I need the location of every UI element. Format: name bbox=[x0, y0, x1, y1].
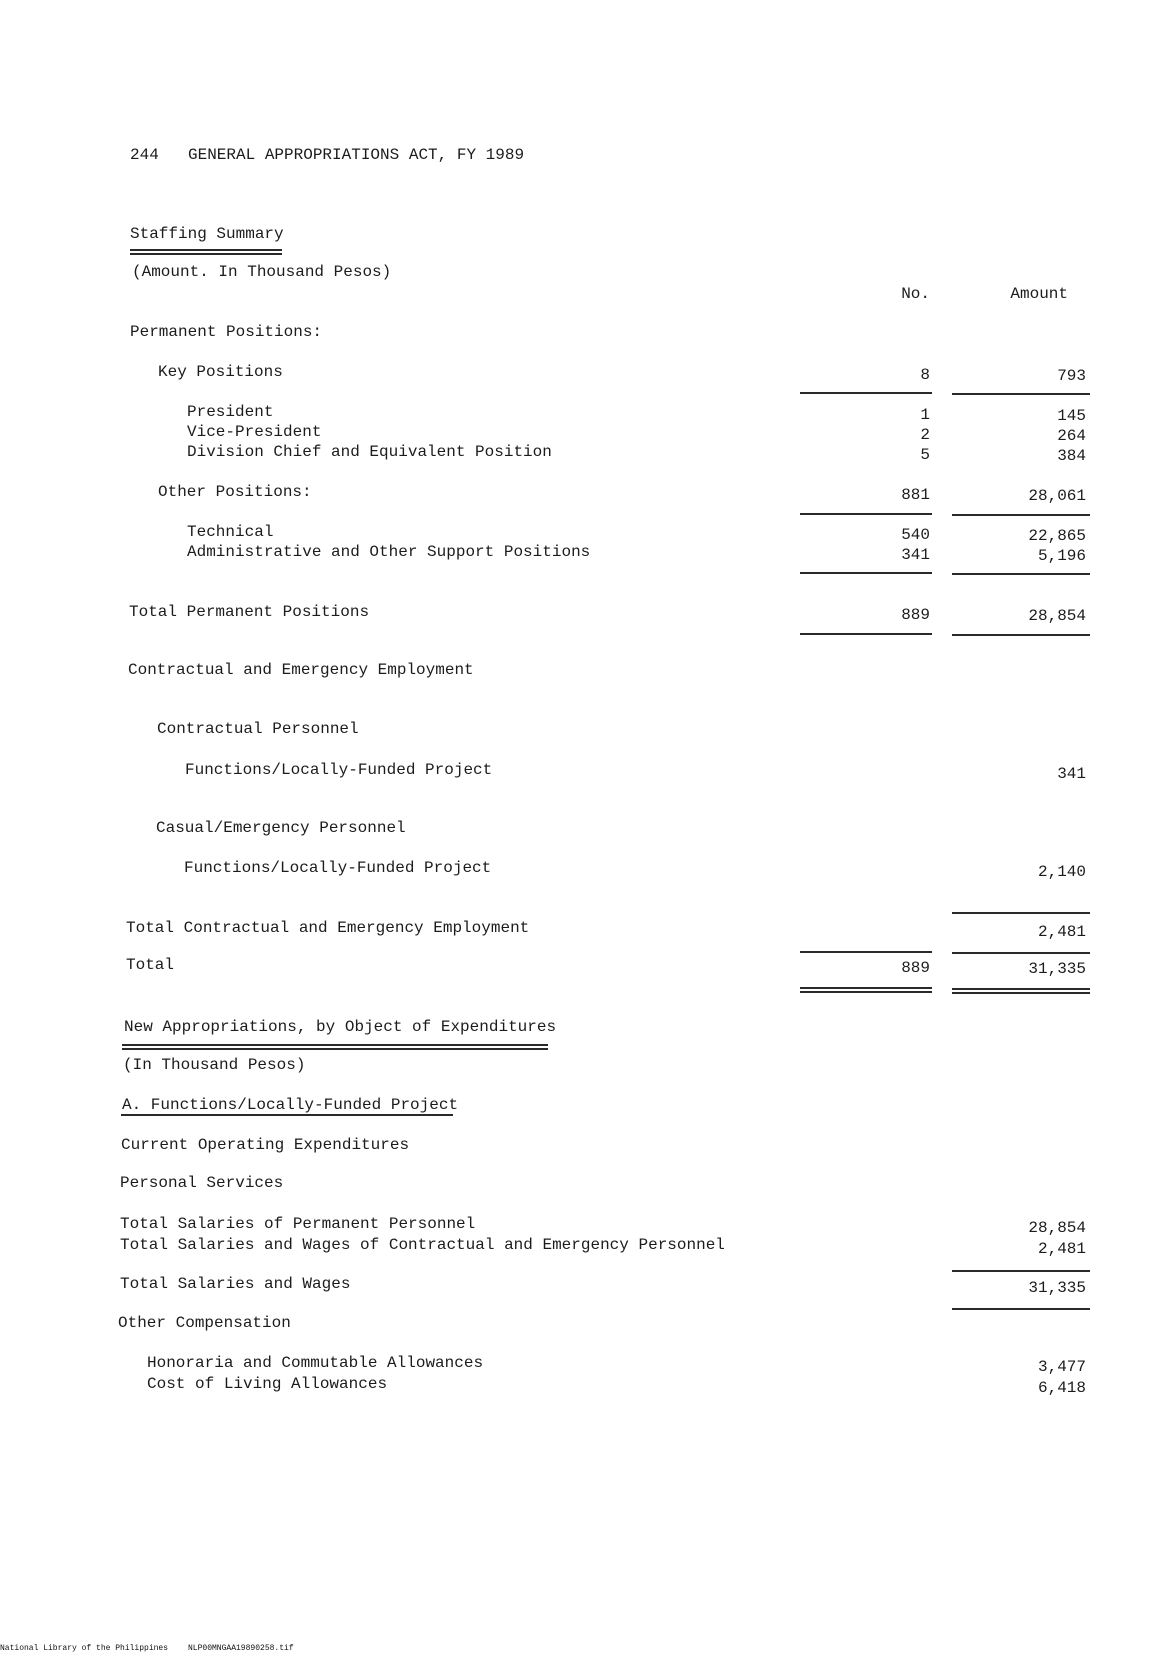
rule-no bbox=[800, 572, 932, 574]
row-amount: 6,418 bbox=[1037, 1379, 1086, 1397]
appropriations-row-personal-services bbox=[0, 1173, 1168, 1193]
rule-amount bbox=[952, 573, 1090, 575]
row-label: Contractual and Emergency Employment bbox=[128, 661, 474, 679]
row-label: Total Salaries and Wages bbox=[120, 1275, 351, 1293]
appropriations-title: New Appropriations, by Object of Expenditures bbox=[124, 1018, 557, 1036]
row-amount: 2,140 bbox=[1037, 863, 1086, 881]
row-no: 2 bbox=[920, 426, 930, 444]
row-label: Technical bbox=[187, 523, 274, 541]
row-amount: 384 bbox=[1057, 447, 1086, 465]
staffing-title-underline-2 bbox=[130, 253, 282, 255]
staffing-row-contractual-functions bbox=[0, 760, 1168, 783]
rule-amount bbox=[952, 514, 1090, 516]
row-amount: 3,477 bbox=[1037, 1358, 1086, 1376]
staffing-row-permanent-positions bbox=[0, 322, 1168, 342]
row-label: Cost of Living Allowances bbox=[147, 1375, 388, 1393]
rule-amount bbox=[952, 634, 1090, 636]
rule-amount bbox=[952, 393, 1090, 395]
appropriations-row-honoraria bbox=[0, 1353, 1168, 1376]
row-amount: 28,061 bbox=[1028, 487, 1086, 505]
row-label: Total bbox=[126, 956, 175, 974]
row-label: Personal Services bbox=[120, 1174, 284, 1192]
row-no: 889 bbox=[901, 606, 930, 624]
row-label: President bbox=[187, 403, 274, 421]
rule-amount bbox=[952, 1308, 1090, 1310]
staffing-row-key-positions bbox=[0, 362, 1168, 385]
page-title: GENERAL APPROPRIATIONS ACT, FY 1989 bbox=[188, 146, 525, 164]
row-label: Vice-President bbox=[187, 423, 322, 441]
staffing-title-underline-1 bbox=[130, 249, 282, 251]
row-no: 889 bbox=[901, 959, 930, 977]
double-rule-amount-2 bbox=[952, 992, 1090, 994]
double-rule-amount-1 bbox=[952, 988, 1090, 990]
row-label: Permanent Positions: bbox=[130, 323, 323, 341]
staffing-row-vice-president bbox=[0, 422, 1168, 445]
staffing-row-contractual-emergency bbox=[0, 660, 1168, 680]
staffing-unit-note: (Amount. In Thousand Pesos) bbox=[132, 263, 392, 281]
column-header-no: No. bbox=[901, 285, 930, 303]
staffing-row-division-chief bbox=[0, 442, 1168, 465]
staffing-summary-title: Staffing Summary bbox=[130, 225, 284, 243]
rule-no bbox=[800, 951, 932, 953]
row-amount: 31,335 bbox=[1028, 960, 1086, 978]
row-label: Honoraria and Commutable Allowances bbox=[147, 1354, 484, 1372]
row-amount: 5,196 bbox=[1037, 547, 1086, 565]
row-amount: 22,865 bbox=[1028, 527, 1086, 545]
row-label: Total Salaries of Permanent Personnel bbox=[120, 1215, 476, 1233]
rule-amount bbox=[952, 952, 1090, 954]
rule-amount bbox=[952, 912, 1090, 914]
double-rule-no-2 bbox=[800, 991, 932, 993]
appropriations-row-salaries-permanent bbox=[0, 1214, 1168, 1237]
row-amount: 2,481 bbox=[1037, 923, 1086, 941]
row-label: Total Salaries and Wages of Contractual and Emergency Personnel bbox=[120, 1236, 725, 1254]
appropriations-row-cost-of-living bbox=[0, 1374, 1168, 1397]
staffing-row-casual-functions bbox=[0, 858, 1168, 881]
row-amount: 2,481 bbox=[1037, 1240, 1086, 1258]
staffing-row-total-permanent bbox=[0, 602, 1168, 625]
row-no: 341 bbox=[901, 546, 930, 564]
staffing-row-president bbox=[0, 402, 1168, 425]
row-no: 8 bbox=[920, 366, 930, 384]
row-amount: 341 bbox=[1057, 765, 1086, 783]
row-label: Other Compensation bbox=[118, 1314, 291, 1332]
row-label: Contractual Personnel bbox=[157, 720, 359, 738]
row-label: Current Operating Expenditures bbox=[121, 1136, 410, 1154]
column-header-amount: Amount bbox=[1010, 285, 1068, 303]
rule-no bbox=[800, 633, 932, 635]
row-amount: 145 bbox=[1057, 407, 1086, 425]
row-label: Functions/Locally-Funded Project bbox=[185, 761, 493, 779]
subsection-underline bbox=[121, 1114, 453, 1116]
row-no: 1 bbox=[920, 406, 930, 424]
double-rule-no-1 bbox=[800, 987, 932, 989]
staffing-row-contractual-personnel bbox=[0, 719, 1168, 739]
footer-library-name: National Library of the Philippines bbox=[0, 1644, 169, 1653]
row-label: Functions/Locally-Funded Project bbox=[184, 859, 492, 877]
appropriations-row-other-compensation bbox=[0, 1313, 1168, 1333]
staffing-row-administrative bbox=[0, 542, 1168, 565]
page-number: 244 bbox=[130, 146, 159, 164]
appropriations-row-total-salaries bbox=[0, 1274, 1168, 1297]
row-amount: 28,854 bbox=[1028, 607, 1086, 625]
row-label: Casual/Emergency Personnel bbox=[156, 819, 406, 837]
appropriations-row-salaries-contractual bbox=[0, 1235, 1168, 1258]
row-no: 881 bbox=[901, 486, 930, 504]
row-label: Key Positions bbox=[158, 363, 283, 381]
row-amount: 793 bbox=[1057, 367, 1086, 385]
staffing-row-casual-emergency-personnel bbox=[0, 818, 1168, 838]
row-no: 5 bbox=[920, 446, 930, 464]
appropriations-title-underline-1 bbox=[122, 1044, 548, 1046]
appropriations-subsection: A. Functions/Locally-Funded Project bbox=[122, 1096, 459, 1114]
row-no: 540 bbox=[901, 526, 930, 544]
appropriations-unit-note: (In Thousand Pesos) bbox=[123, 1056, 306, 1074]
row-amount: 28,854 bbox=[1028, 1219, 1086, 1237]
staffing-row-total bbox=[0, 955, 1168, 978]
row-label: Administrative and Other Support Positions bbox=[187, 543, 591, 561]
staffing-row-other-positions bbox=[0, 482, 1168, 505]
row-amount: 31,335 bbox=[1028, 1279, 1086, 1297]
footer-file-name: NLP00MNGAA19890258.tif bbox=[188, 1644, 294, 1653]
rule-no bbox=[800, 392, 932, 394]
rule-amount bbox=[952, 1270, 1090, 1272]
row-label: Total Permanent Positions bbox=[129, 603, 370, 621]
row-label: Other Positions: bbox=[158, 483, 312, 501]
appropriations-title-underline-2 bbox=[122, 1048, 548, 1050]
row-label: Total Contractual and Emergency Employment bbox=[126, 919, 530, 937]
appropriations-row-current-operating bbox=[0, 1135, 1168, 1155]
row-label: Division Chief and Equivalent Position bbox=[187, 443, 552, 461]
rule-no bbox=[800, 513, 932, 515]
row-amount: 264 bbox=[1057, 427, 1086, 445]
staffing-row-technical bbox=[0, 522, 1168, 545]
staffing-row-total-contractual bbox=[0, 918, 1168, 941]
